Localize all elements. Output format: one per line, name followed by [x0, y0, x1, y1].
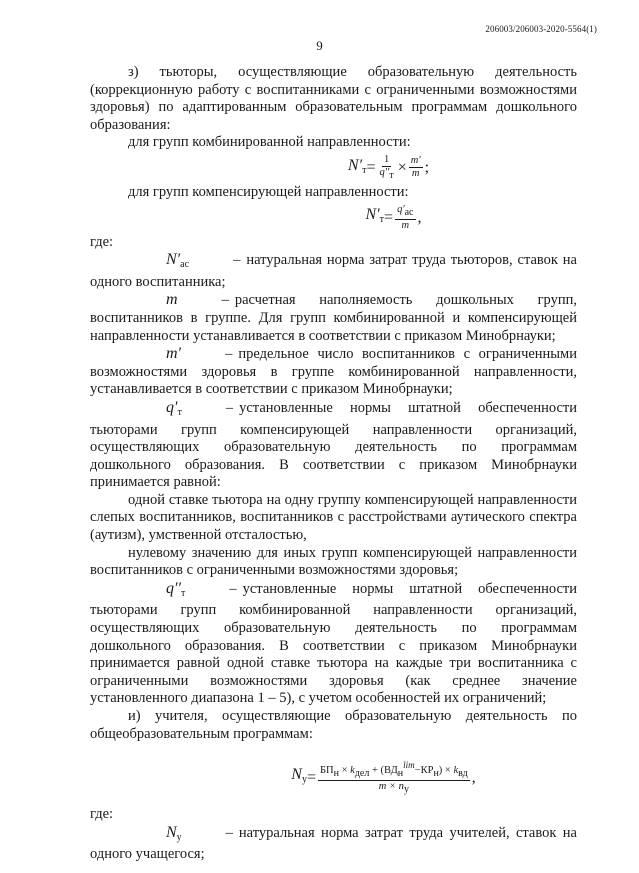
definition-q-double-prime: $q''_т$ – установленные нормы штатной обеспеченности тьюторами групп комбинированной направленности организаций, осуществляющих образовательную деятельность по программам дошкольного образования. В соответствии с приказом Минобрнауки принимается равной одной ставке тьютора на каждые три воспитанника с ограниченными возможностями здоровья (как среднее значение установленного диапазона 1 – 5), с учетом особенностей их ограничений; [90, 579, 577, 707]
definition-q-prime-case-a: одной ставке тьютора на одну группу компенсирующей направленности слепых воспитанников, воспитанников с расстройствами аутического спектра (аутизм), умственной отсталостью, [90, 491, 577, 544]
fraction: $\frac{1}{q''т}$ [379, 153, 394, 181]
document-body [90, 64, 577, 864]
paragraph-teachers-intro: и) учителя, осуществляющие образовательную деятельность по общеобразовательным программам: [90, 708, 577, 742]
definition-m: m – расчетная наполняемость дошкольных групп, воспитанников в группе. Для групп комбинированной и компенсирующей направленности устанавливается в соответствии с приказом Минобрнауки; [90, 291, 577, 344]
document-number: 206003/206003-2020-5564(1) [485, 24, 597, 34]
formula-compensating: $N'_т$ = $\frac{q'ас}{m}$ , [365, 203, 422, 231]
paragraph-compensating-groups: для групп компенсирующей направленности: [128, 183, 409, 200]
page-number: 9 [316, 38, 323, 53]
definition-symbol: $N_у$ [166, 823, 182, 843]
definition-text: установленные нормы штатной обеспеченности тьюторами групп компенсирующей направленности организаций, осуществляющих образовательную деятельность по программам дошкольного образования. В соответствии с приказом Минобрнауки принимается равной: [90, 399, 577, 491]
definition-q-prime-case-b: нулевому значению для иных групп компенсирующей направленности воспитанников с ограниченными возможностями здоровья; [90, 544, 577, 579]
formula-combined: $N'_т$ = $\frac{1}{q''т}$ × $\frac{m'}{m}$ ; [347, 153, 430, 181]
where-label: где: [90, 806, 114, 823]
definition-n-u: $N_у$ – натуральная норма затрат труда учителей, ставок на одного учащегося; [90, 823, 577, 863]
formula-lhs: $N'_т$ [365, 206, 385, 226]
formula-lhs: $N_у$ [291, 766, 307, 786]
definition-text: предельное число воспитанников с ограниченными возможностями здоровья в группе комбинированной направленности, устанавливается в соответствии с приказом Минобрнауки; [90, 346, 577, 398]
definition-symbol: m [166, 291, 178, 309]
definition-symbol: $N'_{ас}$ [166, 251, 190, 271]
definition-symbol: $q'_т$ [166, 398, 182, 418]
fraction: $\frac{m'}{m}$ [410, 155, 421, 180]
definition-q-prime: $q'_т$ – установленные нормы штатной обеспеченности тьюторами групп компенсирующей направленности организаций, осуществляющих образовательную деятельность по программам дошкольного образования. В соответствии с приказом Минобрнауки принимается равной: [90, 398, 577, 491]
paragraph-tutors-intro: з) тьюторы, осуществляющие образовательную деятельность (коррекционную работу с воспитанниками с ограниченными возможностями здоровья) по адаптированным образовательным программам дошкольного образования: [90, 64, 577, 133]
definition-text: расчетная наполняемость дошкольных групп, воспитанников в группе. Для групп комбинированной и компенсирующей направленности устанавливается в соответствии с приказом Минобрнауки; [90, 292, 577, 344]
formula-teachers: $N_у$ = $\frac{\text{БПн × kдел + (ВДнlim−КРн) × kвд}}{m \times nу}$ , [291, 760, 476, 796]
fraction: $\frac{\text{БПн × kдел + (ВДнlim−КРн) × kвд}}{m \times nу}$ [320, 760, 468, 796]
definition-n-as: $N'_{ас}$ – натуральная норма затрат труда тьюторов, ставок на одного воспитанника; [90, 251, 577, 290]
definition-symbol: m′ [166, 345, 182, 363]
definition-m-prime: m′ – предельное число воспитанников с ограниченными возможностями здоровья в группе комбинированной направленности, устанавливается в соответствии с приказом Минобрнауки; [90, 345, 577, 398]
paragraph-combined-groups: для групп комбинированной направленности: [128, 134, 411, 151]
where-label: где: [90, 233, 114, 250]
definition-text: установленные нормы штатной обеспеченности тьюторами групп комбинированной направленности организаций, осуществляющих образовательную деятельность по программам дошкольного образования. В соответствии с приказом Минобрнауки принимается равной одной ставке тьютора на каждые три воспитанника с ограниченными возможностями здоровья (как среднее значение установленного диапазона 1 – 5), с учетом особенностей их ограничений; [90, 580, 577, 707]
formula-lhs: $N'_т$ [347, 156, 367, 176]
definition-text: натуральная норма затрат труда тьюторов, ставок на одного воспитанника; [90, 252, 577, 290]
definition-symbol: $q''_т$ [166, 579, 186, 599]
fraction: $\frac{q'ас}{m}$ [397, 203, 414, 231]
definition-text: натуральная норма затрат труда учителей, ставок на одного учащегося; [90, 824, 577, 863]
